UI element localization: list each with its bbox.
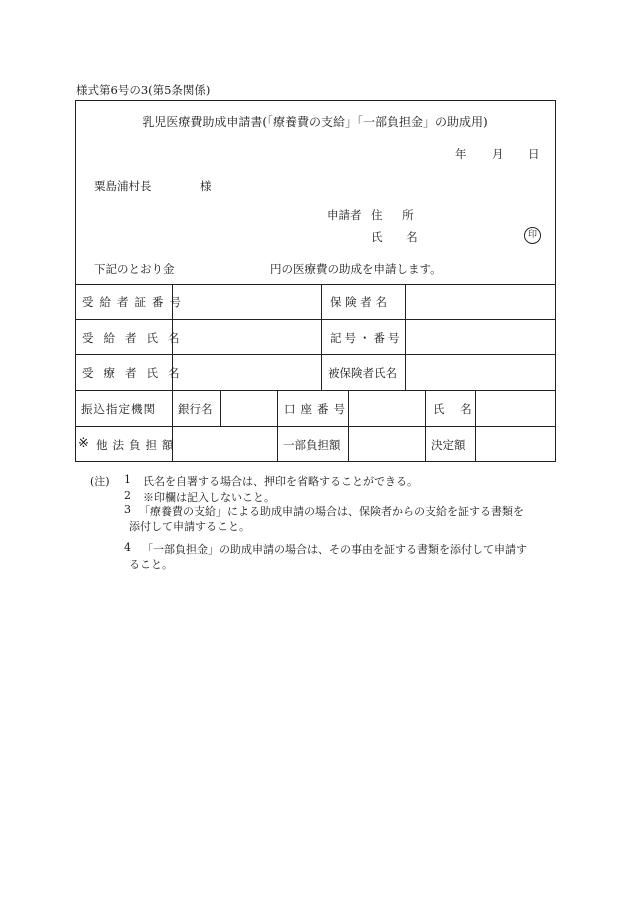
other-law-burden-field[interactable] <box>173 427 276 461</box>
patient-name-label: 受療者氏名 <box>82 366 190 380</box>
account-number-label: 口座番号 <box>284 402 350 416</box>
request-text-suffix: 円の医療費の助成を申請します。 <box>270 262 442 276</box>
note-2-number: 2 <box>124 489 131 502</box>
note-4-text-line1: 「一部負担金」の助成申請の場合は、その事由を証する書類を添付して申請す <box>142 543 527 556</box>
table-vline-h <box>425 390 426 462</box>
insured-name-field[interactable] <box>406 355 555 389</box>
bank-name-field[interactable] <box>221 391 276 425</box>
account-number-field[interactable] <box>349 391 424 425</box>
form-title: 乳児医療費助成申請書(「療養費の支給」「一部負担金」の助成用) <box>142 115 488 129</box>
insurer-name-label: 保 険 者 名 <box>330 295 387 309</box>
symbol-number-label: 記号・番号 <box>330 331 403 345</box>
recipient-cert-number-field[interactable] <box>173 285 320 318</box>
decided-amount-label: 決定額 <box>431 438 466 452</box>
table-vline-b <box>321 284 322 390</box>
applicant-label: 申請者 <box>327 208 362 222</box>
patient-name-field[interactable] <box>173 355 320 389</box>
notes-prefix: (注) <box>90 475 110 488</box>
form-number: 様式第6号の3(第5条関係) <box>76 83 211 97</box>
table-vline-f <box>277 390 278 462</box>
note-4-number: 4 <box>124 541 131 554</box>
transfer-institution-label: 振込指定機関 <box>81 402 156 416</box>
seal-icon: 印 <box>524 227 541 244</box>
other-law-burden-label: 他法負担額 <box>96 438 179 452</box>
note-1-number: 1 <box>124 473 131 486</box>
bank-name-label: 銀行名 <box>178 402 213 416</box>
insured-name-label: 被保険者氏名 <box>328 366 397 380</box>
applicant-name-label[interactable]: 氏 名 <box>371 230 428 244</box>
note-2-text: ※印欄は記入しないこと。 <box>143 491 275 504</box>
copay-amount-field[interactable] <box>349 427 424 461</box>
date-day[interactable]: 日 <box>528 147 540 161</box>
recipient-honorific: 様 <box>200 179 212 193</box>
account-holder-label: 氏 名 <box>433 402 478 416</box>
applicant-address-label[interactable]: 住 所 <box>371 208 422 222</box>
recipient-name: 粟島浦村長 <box>94 179 152 193</box>
note-3-text-line1: 「療養費の支給」による助成申請の場合は、保険者からの支給を証する書類を <box>139 505 524 518</box>
recipient-name-field[interactable] <box>173 320 320 353</box>
decided-amount-field[interactable] <box>476 427 555 461</box>
office-use-mark: ※ <box>78 436 89 451</box>
date-month[interactable]: 月 <box>492 147 504 161</box>
symbol-number-field[interactable] <box>406 320 555 353</box>
note-3-number: 3 <box>124 503 131 516</box>
insurer-name-field[interactable] <box>406 285 555 318</box>
date-year[interactable]: 年 <box>455 147 467 161</box>
note-4-text-line2: ること。 <box>129 558 173 571</box>
recipient-cert-number-label: 受給者証番号 <box>82 295 187 309</box>
note-3-text-line2: 添付して申請すること。 <box>129 520 250 533</box>
request-text-prefix: 下記のとおり金 <box>94 262 175 276</box>
note-1-text: 氏名を自署する場合は、押印を省略することができる。 <box>143 475 418 488</box>
account-holder-field[interactable] <box>476 391 555 425</box>
recipient-name-label: 受給者氏名 <box>82 331 190 345</box>
copay-amount-label: 一部負担額 <box>283 438 341 452</box>
